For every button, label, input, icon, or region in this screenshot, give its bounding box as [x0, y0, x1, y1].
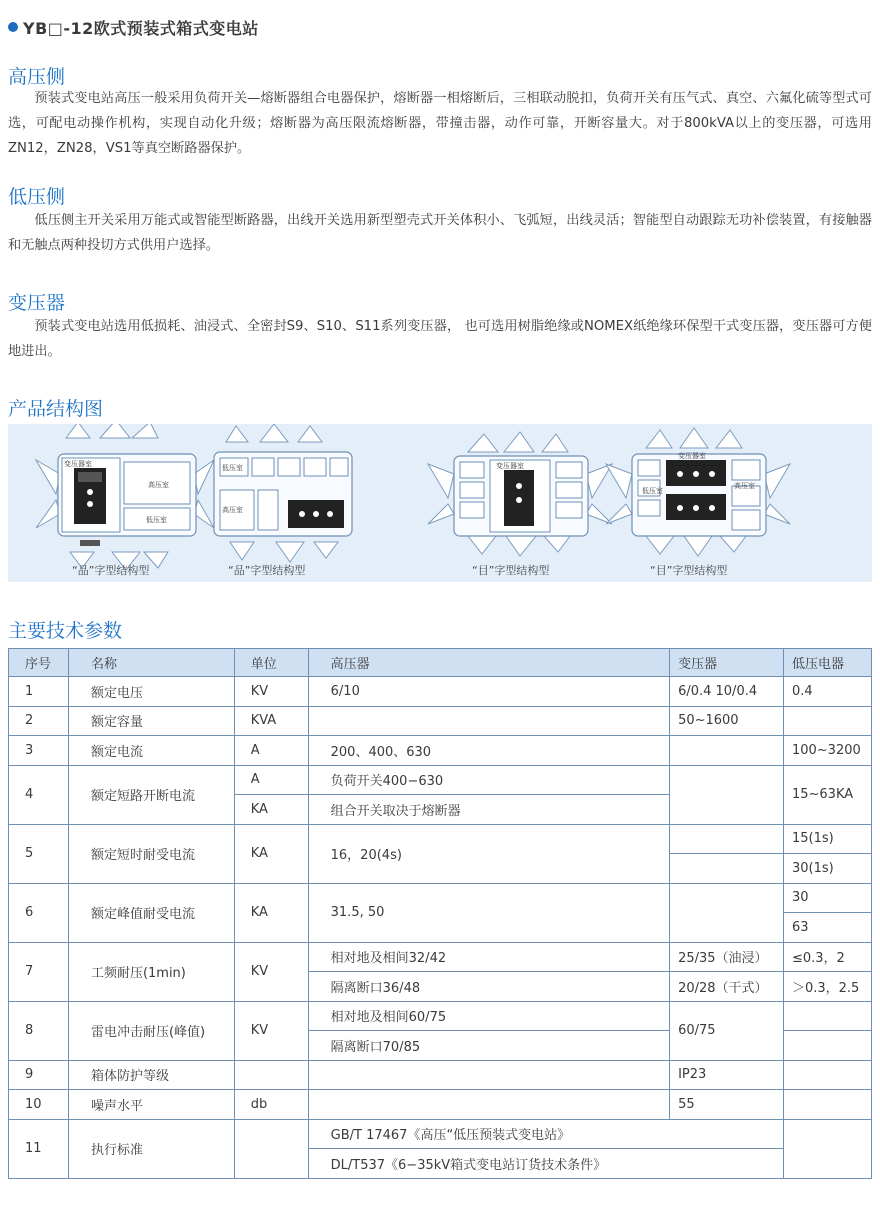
cell-no: 1 [9, 677, 69, 707]
caption-diagram-2: “品”字型结构型 [228, 564, 306, 577]
cell-standard: DL/T537《6−35kV箱式变电站订货技术条件》 [308, 1149, 783, 1179]
cell-hv [308, 706, 669, 736]
cell-hv: 隔离断口70/85 [308, 1031, 669, 1061]
diagram-pin-type-1 [36, 424, 214, 570]
header-cell-no: 序号 [9, 649, 69, 677]
cell-name: 额定短时耐受电流 [68, 824, 234, 883]
paragraph-transformer: 预装式变电站选用低损耗、油浸式、全密封S9、S10、S11系列变压器， 也可选用树脂绝缘或NOMEX纸绝缘环保型干式变压器，变压器可方便地进出。 [8, 319, 872, 359]
page-title: YB□-12欧式预装式箱式变电站 [23, 18, 259, 38]
cell-tr: 20/28（干式） [670, 972, 784, 1002]
label-lv-room-1: 低压室 [146, 516, 167, 524]
heading-low-voltage: 低压侧 [8, 186, 66, 208]
cell-tr [670, 824, 784, 854]
cell-lv: 0.4 [783, 677, 871, 707]
table-row [9, 765, 872, 795]
cell-no: 9 [9, 1060, 69, 1090]
label-transformer-room-3: 变压器室 [496, 462, 524, 470]
label-lv-room-4: 低压室 [642, 487, 663, 495]
cell-name: 额定峰值耐受电流 [68, 883, 234, 942]
cell-unit: KVA [234, 706, 308, 736]
diagram-pin-type-2 [214, 424, 352, 562]
cell-lv: 63 [783, 913, 871, 943]
structure-diagram-panel [8, 424, 872, 582]
cell-tr: 25/35（油浸） [670, 942, 784, 972]
header-cell-tr: 变压器 [670, 649, 784, 677]
cell-lv: 30(1s) [783, 854, 871, 884]
heading-transformer: 变压器 [8, 292, 66, 314]
cell-no: 3 [9, 736, 69, 766]
label-hv-room-4: 高压室 [734, 482, 755, 490]
cell-hv: 16，20(4s) [308, 824, 669, 883]
cell-no: 5 [9, 824, 69, 883]
cell-name: 噪声水平 [68, 1090, 234, 1120]
cell-unit [234, 1060, 308, 1090]
table-row [9, 736, 872, 766]
table-row [9, 1090, 872, 1120]
diagram-mu-type-1 [428, 432, 612, 556]
cell-no: 11 [9, 1119, 69, 1178]
label-lv-room-2: 低压室 [222, 464, 243, 472]
cell-name: 工频耐压(1min) [68, 942, 234, 1001]
cell-no: 2 [9, 706, 69, 736]
heading-parameters: 主要技术参数 [8, 620, 123, 642]
label-transformer-room-4: 变压器室 [678, 452, 706, 460]
header-cell-unit: 单位 [234, 649, 308, 677]
cell-unit: KA [234, 824, 308, 883]
cell-hv: 隔离断口36/48 [308, 972, 669, 1002]
cell-unit: A [234, 765, 308, 795]
cell-tr [670, 854, 784, 884]
cell-no: 8 [9, 1001, 69, 1060]
cell-lv: ≤0.3，2 [783, 942, 871, 972]
label-hv-room-2: 高压室 [222, 506, 243, 514]
cell-tr: 6/0.4 10/0.4 [670, 677, 784, 707]
cell-unit: db [234, 1090, 308, 1120]
cell-unit: A [234, 736, 308, 766]
paragraph-high-voltage: 预装式变电站高压一般采用负荷开关—熔断器组合电器保护，熔断器一相熔断后，三相联动脱扣，负荷开关有压气式、真空、六氟化硫等型式可选，可配电动操作机构，实现自动化升级；熔断器为高压限流熔断器，带撞击器，动作可靠，开断容量大。对于800kVA以上的变压器，可选用ZN12，ZN28，VS1等真空断路器保护。 [8, 91, 872, 156]
cell-lv [783, 1031, 871, 1061]
cell-name: 额定电压 [68, 677, 234, 707]
cell-tr: IP23 [670, 1060, 784, 1090]
table-row [9, 942, 872, 972]
table-row [9, 1119, 872, 1149]
cell-unit: KV [234, 677, 308, 707]
cell-no: 10 [9, 1090, 69, 1120]
table-row [9, 883, 872, 913]
page-title-row [8, 14, 259, 40]
cell-no: 6 [9, 883, 69, 942]
cell-lv: 15(1s) [783, 824, 871, 854]
diagram-mu-type-2 [606, 428, 790, 556]
cell-no: 7 [9, 942, 69, 1001]
cell-hv: 组合开关取决于熔断器 [308, 795, 669, 825]
cell-hv: 200、400、630 [308, 736, 669, 766]
cell-hv [308, 1060, 669, 1090]
cell-name: 额定容量 [68, 706, 234, 736]
heading-high-voltage: 高压侧 [8, 66, 66, 88]
label-transformer-room-1: 变压器室 [64, 460, 92, 468]
cell-tr: 60/75 [670, 1001, 784, 1060]
cell-lv: 100~3200 [783, 736, 871, 766]
cell-unit: KA [234, 795, 308, 825]
structure-diagrams-svg [8, 424, 872, 582]
cell-tr [670, 765, 784, 824]
table-row [9, 1001, 872, 1031]
cell-lv: 30 [783, 883, 871, 913]
header-cell-lv: 低压电器 [783, 649, 871, 677]
table-row [9, 1060, 872, 1090]
cell-hv: 相对地及相间60/75 [308, 1001, 669, 1031]
parameters-table [8, 648, 872, 1179]
cell-hv: 6/10 [308, 677, 669, 707]
table-row [9, 824, 872, 854]
bullet-dot-icon [8, 22, 18, 32]
table-header-row [9, 649, 872, 677]
cell-name: 执行标准 [68, 1119, 234, 1178]
cell-hv: 负荷开关400−630 [308, 765, 669, 795]
table-row [9, 706, 872, 736]
cell-lv: 15~63KA [783, 765, 871, 824]
cell-no: 4 [9, 765, 69, 824]
caption-diagram-1: “品”字型结构型 [72, 564, 150, 577]
heading-structure: 产品结构图 [8, 398, 104, 420]
label-hv-room-1: 高压室 [148, 481, 169, 489]
caption-diagram-4: “目”字型结构型 [650, 564, 728, 577]
cell-unit [234, 1119, 308, 1178]
cell-lv [783, 1119, 871, 1178]
cell-tr: 50~1600 [670, 706, 784, 736]
cell-hv: 相对地及相间32/42 [308, 942, 669, 972]
cell-hv: 31.5, 50 [308, 883, 669, 942]
caption-diagram-3: “目”字型结构型 [472, 564, 550, 577]
cell-tr [670, 883, 784, 942]
cell-lv [783, 1001, 871, 1031]
cell-name: 箱体防护等级 [68, 1060, 234, 1090]
header-cell-hv: 高压器 [308, 649, 669, 677]
cell-lv: ＞0.3，2.5 [783, 972, 871, 1002]
cell-hv [308, 1090, 669, 1120]
cell-unit: KA [234, 883, 308, 942]
cell-name: 雷电冲击耐压(峰值) [68, 1001, 234, 1060]
cell-unit: KV [234, 942, 308, 1001]
cell-tr [670, 736, 784, 766]
cell-name: 额定短路开断电流 [68, 765, 234, 824]
table-row [9, 677, 872, 707]
cell-lv [783, 706, 871, 736]
cell-tr: 55 [670, 1090, 784, 1120]
cell-lv [783, 1090, 871, 1120]
cell-lv [783, 1060, 871, 1090]
cell-standard: GB/T 17467《高压“低压预装式变电站》 [308, 1119, 783, 1149]
header-cell-name: 名称 [68, 649, 234, 677]
cell-name: 额定电流 [68, 736, 234, 766]
cell-unit: KV [234, 1001, 308, 1060]
paragraph-low-voltage: 低压侧主开关采用万能式或智能型断路器，出线开关选用新型塑壳式开关体积小、飞弧短，出线灵活；智能型自动跟踪无功补偿装置，有接触器和无触点两种投切方式供用户选择。 [8, 213, 872, 253]
